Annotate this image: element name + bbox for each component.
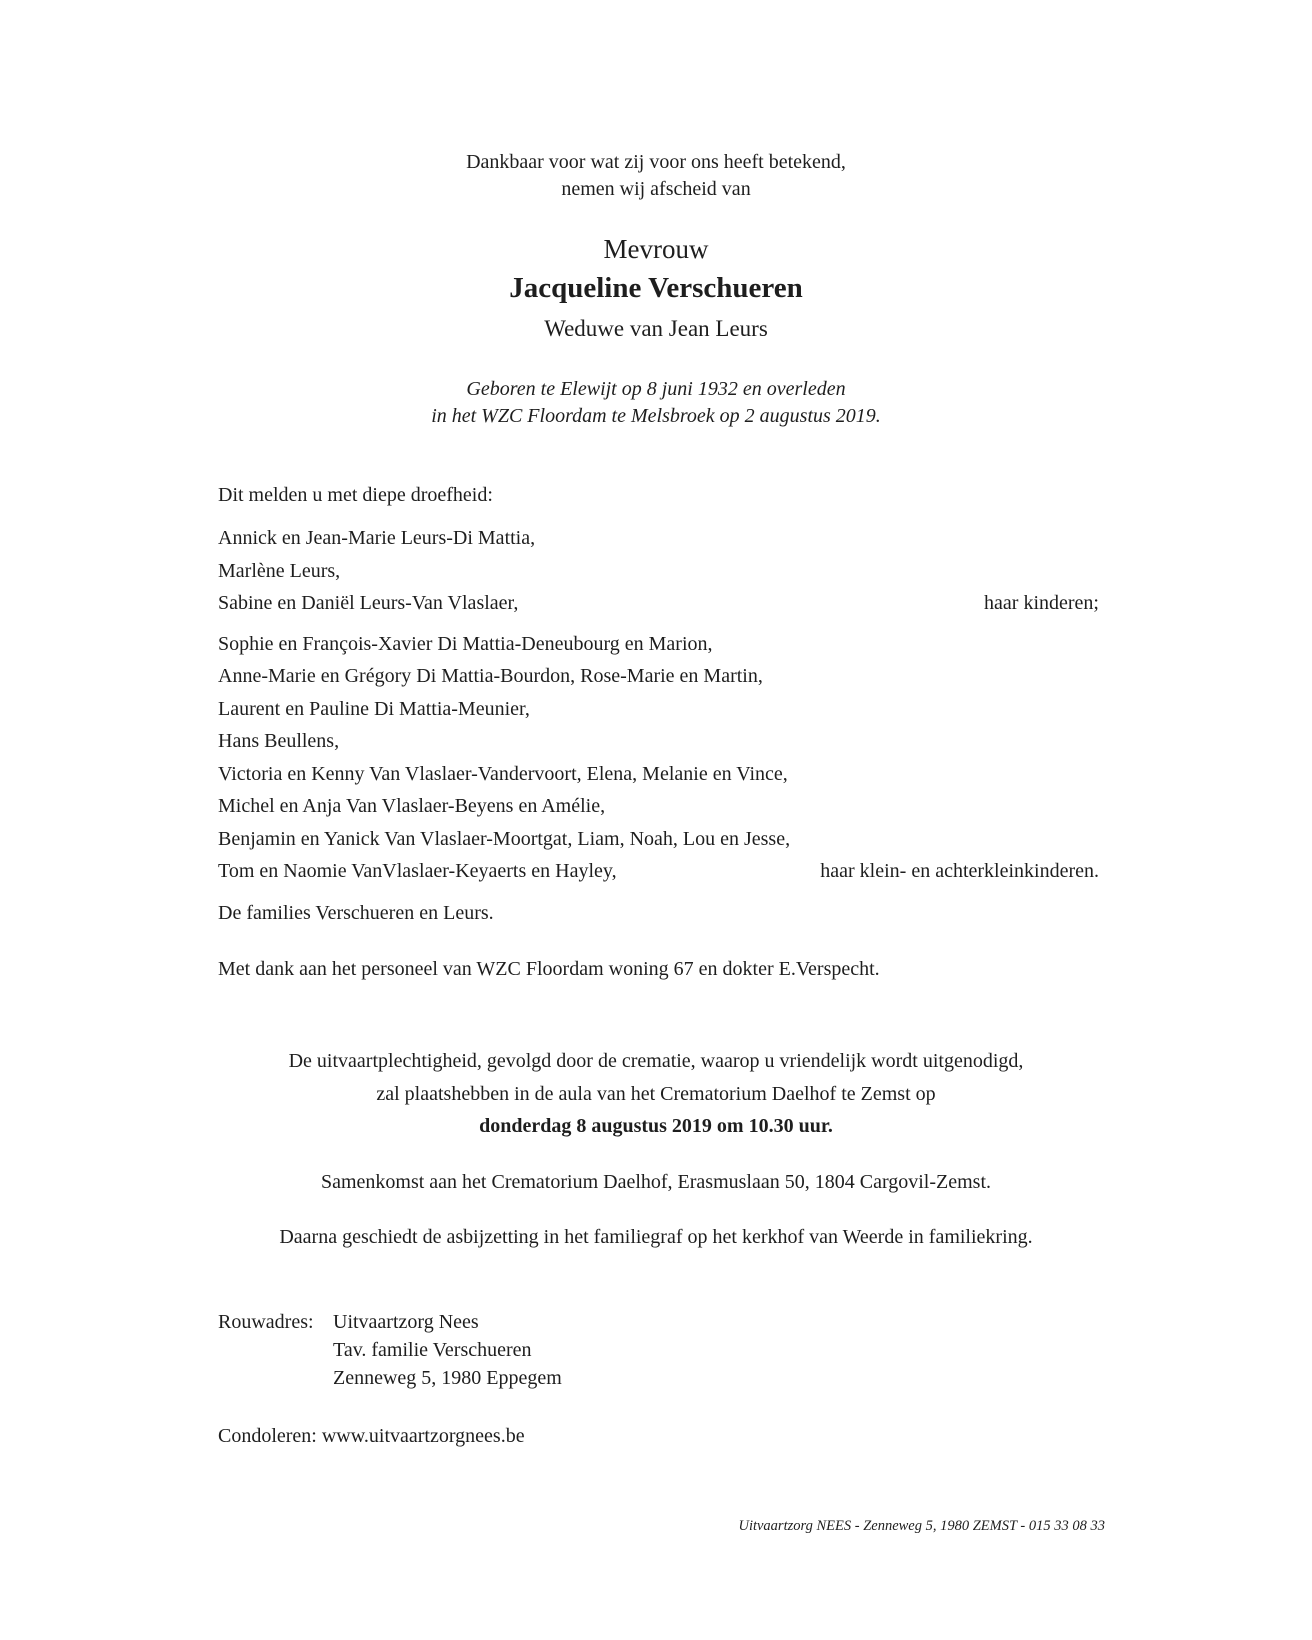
list-item: Sabine en Daniël Leurs-Van Vlaslaer,	[218, 592, 519, 614]
birth-death-line-2: in het WZC Floordam te Melsbroek op 2 augustus 2019.	[431, 405, 881, 427]
address-line: Zenneweg 5, 1980 Eppegem	[333, 1367, 562, 1389]
grandchildren-label: haar klein- en achterkleinkinderen.	[820, 860, 1099, 882]
gathering-line: Samenkomst aan het Crematorium Daelhof, Erasmuslaan 50, 1804 Cargovil-Zemst.	[320, 1171, 992, 1193]
thanks-line: Met dank aan het personeel van WZC Floordam woning 67 en dokter E.Verspecht.	[218, 958, 880, 980]
intro-line-1: Dankbaar voor wat zij voor ons heeft betekend,	[466, 151, 846, 173]
ceremony-line-1: De uitvaartplechtigheid, gevolgd door de crematie, waarop u vriendelijk wordt uitgenodigd,	[288, 1050, 1024, 1072]
list-item: Sophie en François-Xavier Di Mattia-Deneubourg en Marion,	[218, 633, 713, 655]
deceased-title: Mevrouw	[603, 234, 709, 264]
list-item: Michel en Anja Van Vlaslaer-Beyens en Amélie,	[218, 795, 606, 817]
address-line: Tav. familie Verschueren	[333, 1339, 532, 1361]
list-item: Tom en Naomie VanVlaslaer-Keyaerts en Hayley,	[218, 860, 617, 882]
children-label: haar kinderen;	[984, 592, 1099, 614]
interment-line: Daarna geschiedt de asbijzetting in het familiegraf op het kerkhof van Weerde in familiekring.	[279, 1226, 1033, 1248]
list-item: Hans Beullens,	[218, 730, 340, 752]
list-item: Marlène Leurs,	[218, 560, 341, 582]
intro-line-2: nemen wij afscheid van	[561, 178, 751, 200]
list-item: Benjamin en Yanick Van Vlaslaer-Moortgat, Liam, Noah, Lou en Jesse,	[218, 828, 791, 850]
list-item: Annick en Jean-Marie Leurs-Di Mattia,	[218, 527, 536, 549]
deceased-name: Jacqueline Verschueren	[509, 272, 803, 304]
address-label: Rouwadres:	[218, 1311, 314, 1333]
list-item: Victoria en Kenny Van Vlaslaer-Vandervoort, Elena, Melanie en Vince,	[218, 763, 788, 785]
birth-death-line-1: Geboren te Elewijt op 8 juni 1932 en overleden	[466, 378, 846, 400]
announcement: Dit melden u met diepe droefheid:	[218, 484, 493, 506]
footer-text: Uitvaartzorg NEES - Zenneweg 5, 1980 ZEMST - 015 33 08 33	[738, 1518, 1105, 1534]
list-item: Laurent en Pauline Di Mattia-Meunier,	[218, 698, 530, 720]
address-line: Uitvaartzorg Nees	[333, 1311, 479, 1333]
ceremony-date: donderdag 8 augustus 2019 om 10.30 uur.	[479, 1115, 833, 1137]
families-line: De families Verschueren en Leurs.	[218, 902, 494, 924]
deceased-relation: Weduwe van Jean Leurs	[544, 316, 768, 341]
ceremony-line-2: zal plaatshebben in de aula van het Crematorium Daelhof te Zemst op	[376, 1083, 936, 1105]
list-item: Anne-Marie en Grégory Di Mattia-Bourdon, Rose-Marie en Martin,	[218, 665, 763, 687]
condolences-line: Condoleren: www.uitvaartzorgnees.be	[218, 1425, 525, 1447]
